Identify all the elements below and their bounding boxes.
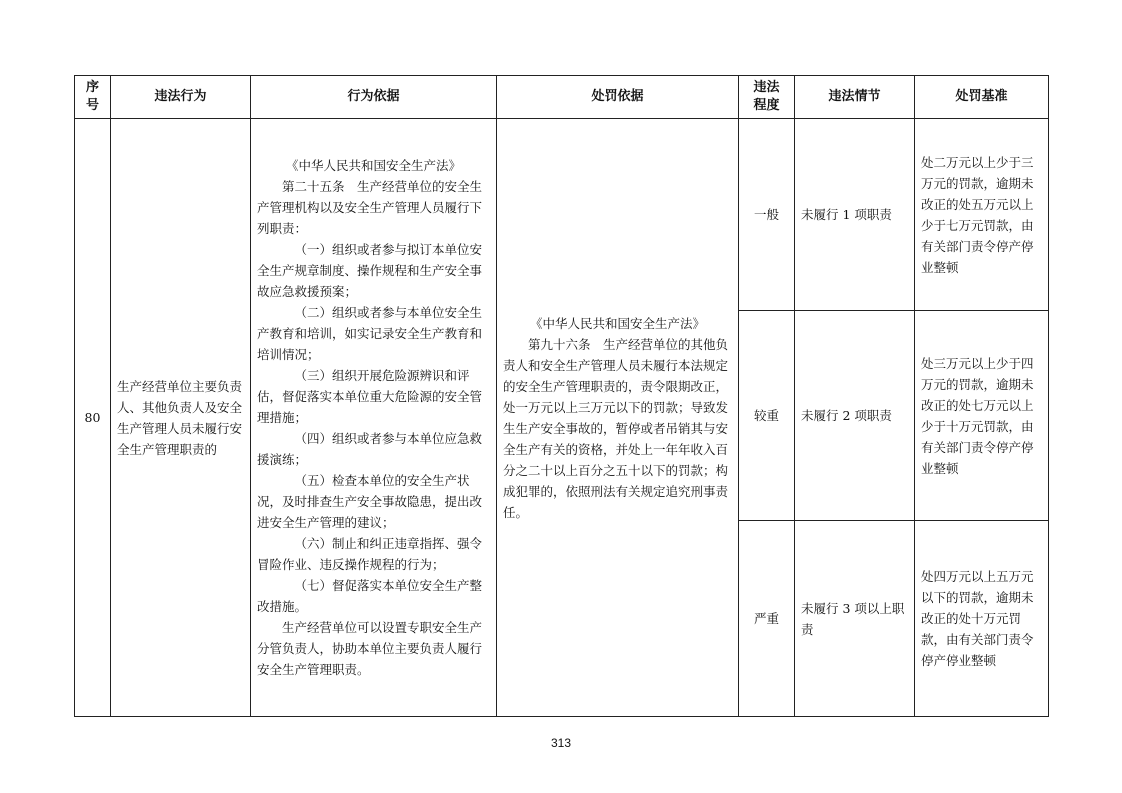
standard-severe: 处四万元以上五万元以下的罚款，逾期未改正的处十万元罚款，由有关部门责令停产停业整顿 xyxy=(915,521,1049,717)
table-row xyxy=(75,119,1049,311)
basis-article: 第二十五条 生产经营单位的安全生产管理机构以及安全生产管理人员履行下列职责： xyxy=(257,179,483,236)
degree-serious: 较重 xyxy=(739,311,795,521)
basis-item: （三）组织开展危险源辨识和评估，督促落实本单位重大危险源的安全管理措施； xyxy=(257,368,483,425)
basis-closing: 生产经营单位可以设置专职安全生产分管负责人，协助本单位主要负责人履行安全生产管理职责。 xyxy=(257,620,483,677)
penalty-basis-title: 《中华人民共和国安全生产法》 xyxy=(529,315,705,331)
basis-item: （二）组织或者参与本单位安全生产教育和培训，如实记录安全生产教育和培训情况； xyxy=(257,305,483,362)
basis-item: （四）组织或者参与本单位应急救援演练； xyxy=(257,431,483,467)
circumstance-general: 未履行 1 项职责 xyxy=(795,119,915,311)
standard-serious: 处三万元以上少于四万元的罚款，逾期未改正的处七万元以上少于十万元罚款，由有关部门责令停产停业整顿 xyxy=(915,311,1049,521)
basis-item: （一）组织或者参与拟订本单位安全生产规章制度、操作规程和生产安全事故应急救援预案； xyxy=(257,242,483,299)
degree-severe: 严重 xyxy=(739,521,795,717)
row-number: 80 xyxy=(75,119,111,717)
violation-act: 生产经营单位主要负责人、其他负责人及安全生产管理人员未履行安全生产管理职责的 xyxy=(111,119,251,717)
header-degree-line1: 违法 xyxy=(753,80,780,95)
header-num-line2: 号 xyxy=(85,98,99,113)
penalty-basis xyxy=(497,119,739,717)
header-circumstance: 违法情节 xyxy=(795,76,915,119)
basis-item: （七）督促落实本单位安全生产整改措施。 xyxy=(257,578,483,614)
penalty-table xyxy=(74,75,1049,717)
header-row xyxy=(75,76,1049,119)
legal-basis xyxy=(251,119,497,717)
header-num xyxy=(75,76,111,119)
header-degree xyxy=(739,76,795,119)
header-degree-line2: 程度 xyxy=(753,98,780,113)
circumstance-serious: 未履行 2 项职责 xyxy=(795,311,915,521)
basis-item: （五）检查本单位的安全生产状况，及时排查生产安全事故隐患，提出改进安全生产管理的建议； xyxy=(257,473,483,530)
page-number: 313 xyxy=(550,736,572,750)
basis-item: （六）制止和纠正违章指挥、强令冒险作业、违反操作规程的行为； xyxy=(257,536,483,572)
penalty-basis-text: 第九十六条 生产经营单位的其他负责人和安全生产管理人员未履行本法规定的安全生产管理职责的，责令限期改正，处一万元以上三万元以下的罚款；导致发生生产安全事故的，暂停或者吊销其与安全生产有关的资格，并处上一年年收入百分之二十以上百分之五十以下的罚款；构成犯罪的，依照刑法有关规定追究刑事责任。 xyxy=(503,336,729,520)
degree-general: 一般 xyxy=(739,119,795,311)
header-num-line1: 序 xyxy=(85,80,99,95)
header-penalty-basis: 处罚依据 xyxy=(497,76,739,119)
header-basis: 行为依据 xyxy=(251,76,497,119)
circumstance-severe: 未履行 3 项以上职责 xyxy=(795,521,915,717)
standard-general: 处二万元以上少于三万元的罚款，逾期未改正的处五万元以上少于七万元罚款，由有关部门责令停产停业整顿 xyxy=(915,119,1049,311)
header-standard: 处罚基准 xyxy=(915,76,1049,119)
basis-title: 《中华人民共和国安全生产法》 xyxy=(285,158,461,173)
header-act: 违法行为 xyxy=(111,76,251,119)
